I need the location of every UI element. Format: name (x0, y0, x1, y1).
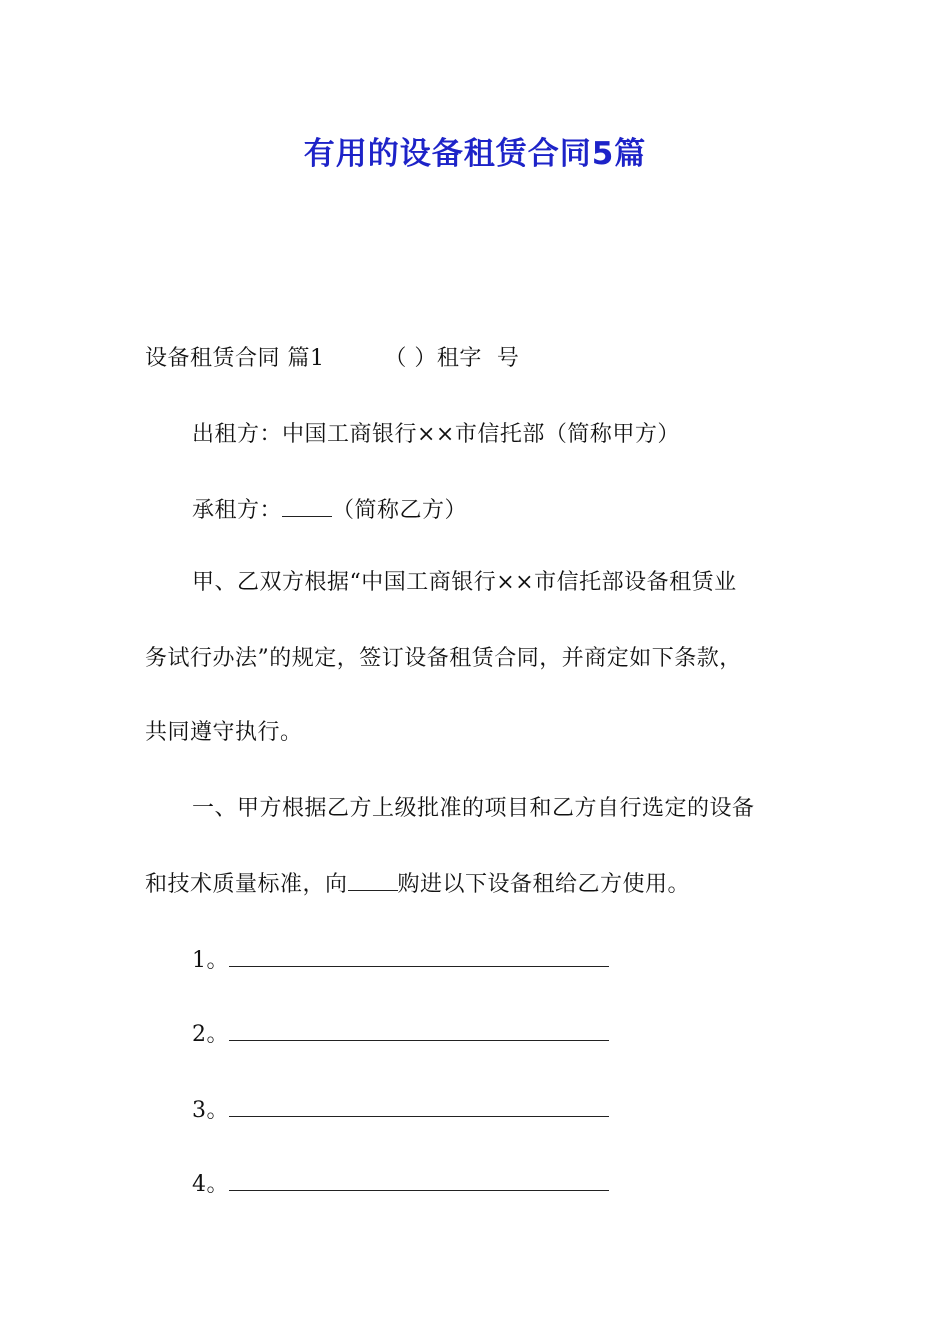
clause-1-prefix: 和技术质量标准，向 (145, 872, 348, 897)
equipment-item-blank (229, 1168, 609, 1191)
document-title: 有用的设备租赁合同5篇 (303, 136, 647, 172)
lessor-line: 出租方：中国工商银行××市信托部（简称甲方） (192, 422, 680, 447)
supplier-blank (348, 868, 398, 891)
equipment-item-blank (229, 944, 609, 967)
equipment-item-2: 2。 (192, 1018, 609, 1050)
equipment-item-blank (229, 1018, 609, 1041)
lessee-blank (282, 494, 332, 517)
paragraph-1-line-1: 甲、乙双方根据“中国工商银行××市信托部设备租赁业 (192, 570, 737, 595)
equipment-item-blank (229, 1094, 609, 1117)
lessee-line (192, 494, 467, 526)
lessee-suffix: （简称乙方） (332, 498, 468, 523)
contract-header-line: 设备租赁合同 篇1 （ ）租字 号 (145, 346, 520, 371)
paragraph-1-line-2: 务试行办法”的规定，签订设备租赁合同，并商定如下条款， (145, 646, 742, 671)
equipment-item-1: 1。 (192, 944, 609, 976)
clause-1-line-1: 一、甲方根据乙方上级批准的项目和乙方自行选定的设备 (192, 796, 755, 821)
clause-1-suffix: 购进以下设备租给乙方使用。 (397, 872, 691, 897)
clause-1-line-2 (145, 868, 690, 900)
lessee-label: 承租方： (192, 498, 283, 523)
paragraph-1-line-3: 共同遵守执行。 (145, 720, 303, 745)
equipment-item-3: 3。 (192, 1094, 609, 1126)
equipment-item-4: 4。 (192, 1168, 609, 1200)
